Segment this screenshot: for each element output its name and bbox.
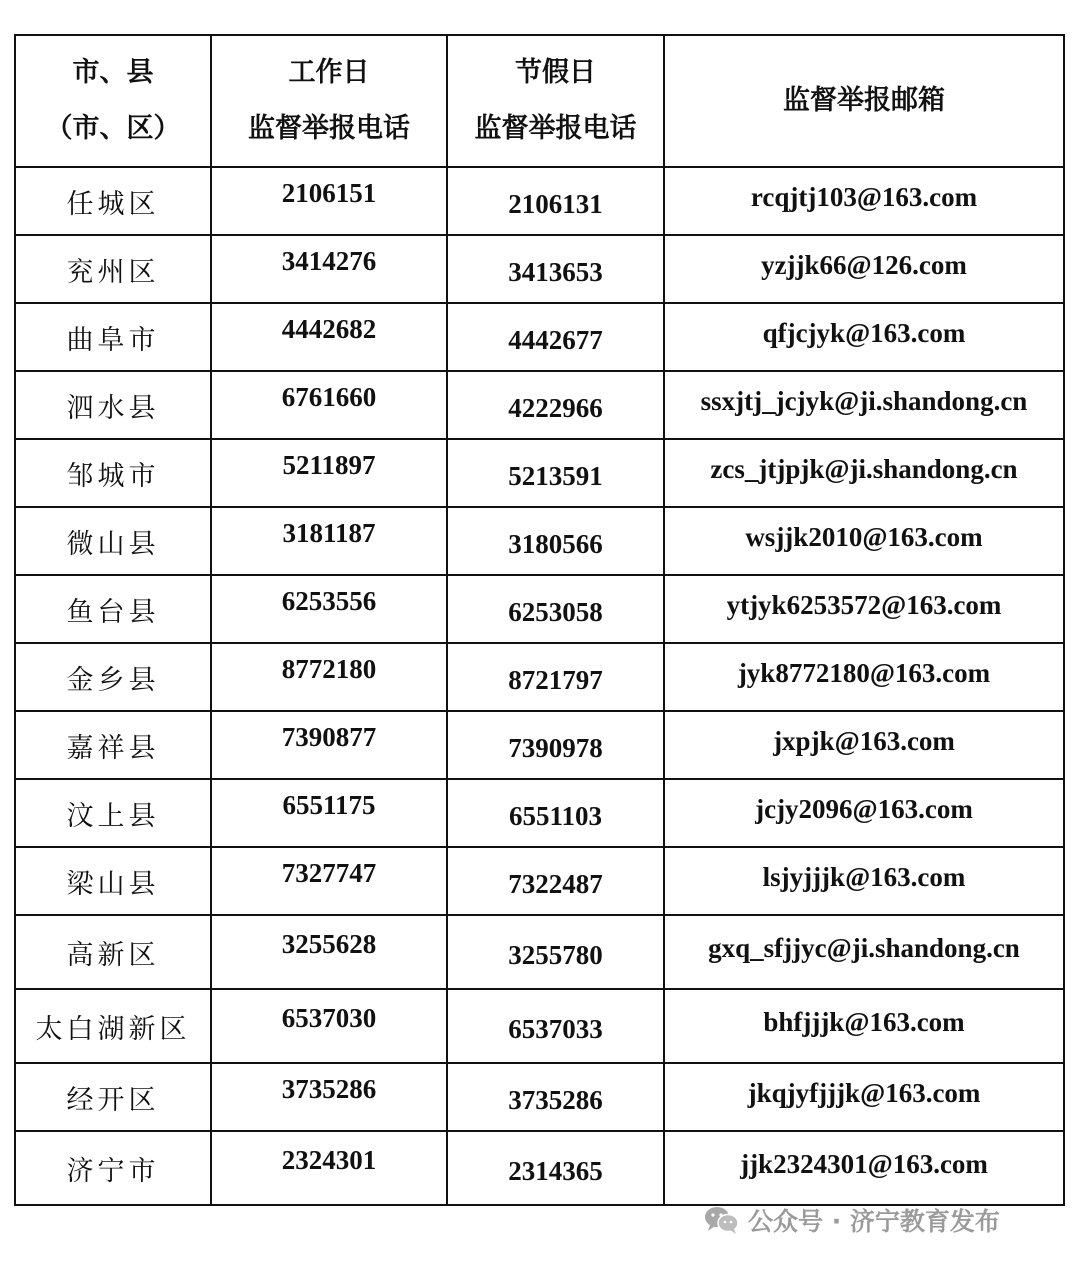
workday-phone: 3181187 [282,517,376,548]
holiday-phone: 7390978 [508,732,603,763]
workday-phone: 6537030 [281,1002,377,1033]
holiday-phone-cell [447,1131,664,1205]
email-address: ytjyk6253572@163.com [726,589,1002,620]
workday-phone: 5211897 [282,449,376,480]
district-cell: 太白湖新区 [15,989,211,1063]
workday-phone: 7390877 [281,721,377,752]
workday-phone-cell [211,915,447,989]
district-cell: 济宁市 [15,1131,211,1205]
table-row [15,989,1064,1063]
workday-phone-cell [211,507,447,575]
email-address: jyk8772180@163.com [737,657,991,688]
email-cell [664,303,1064,371]
table-row [15,779,1064,847]
holiday-phone-cell [447,507,664,575]
table-row [15,575,1064,643]
district-cell: 邹城市 [15,439,211,507]
holiday-phone: 2314365 [508,1155,603,1186]
email-cell [664,847,1064,915]
header-district-line-2: （市、区） [45,113,181,144]
holiday-phone: 5213591 [508,460,603,491]
holiday-phone: 6253058 [508,596,603,627]
workday-phone: 6253556 [281,585,377,616]
email-cell [664,1063,1064,1131]
workday-phone-cell [211,643,447,711]
holiday-phone-cell [447,439,664,507]
district-cell: 汶上县 [15,779,211,847]
district-cell: 经开区 [15,1063,211,1131]
table-row [15,847,1064,915]
district-cell: 梁山县 [15,847,211,915]
header-holiday-line-1: 节假日 [515,57,596,88]
table-header-row [15,35,1064,167]
supervision-contact-table [14,34,1065,1206]
email-cell [664,915,1064,989]
wechat-account-watermark [704,1200,1000,1240]
district-cell: 曲阜市 [15,303,211,371]
email-address: jcjy2096@163.com [755,793,973,824]
email-address: lsjyjjjk@163.com [762,861,966,892]
holiday-phone-cell [447,371,664,439]
header-district [15,35,211,167]
holiday-phone-cell [447,1063,664,1131]
table-row [15,915,1064,989]
holiday-phone-cell [447,303,664,371]
email-cell [664,575,1064,643]
table-row [15,235,1064,303]
table-row [15,439,1064,507]
email-address: qfjcjyk@163.com [762,317,966,348]
header-email [664,35,1064,167]
workday-phone-cell [211,303,447,371]
email-cell [664,235,1064,303]
holiday-phone-cell [447,575,664,643]
email-cell [664,507,1064,575]
workday-phone-cell [211,1131,447,1205]
email-cell [664,167,1064,235]
district-cell: 鱼台县 [15,575,211,643]
holiday-phone: 7322487 [508,868,603,899]
holiday-phone-cell [447,643,664,711]
header-workday-phone [211,35,447,167]
email-address: wsjjk2010@163.com [745,521,983,552]
workday-phone-cell [211,1063,447,1131]
holiday-phone-cell [447,915,664,989]
email-address: bhfjjjk@163.com [763,1006,965,1037]
holiday-phone-cell [447,235,664,303]
table-row [15,507,1064,575]
email-cell [664,371,1064,439]
email-cell [664,711,1064,779]
header-email-label: 监督举报邮箱 [783,85,945,116]
email-address: jjk2324301@163.com [740,1148,988,1179]
table-row [15,303,1064,371]
table-row [15,1131,1064,1205]
watermark-text: 公众号 · 济宁教育发布 [748,1207,1000,1236]
workday-phone: 6551175 [282,789,376,820]
workday-phone: 8772180 [281,653,377,684]
table-row [15,1063,1064,1131]
workday-phone-cell [211,779,447,847]
email-cell [664,1131,1064,1205]
workday-phone-cell [211,847,447,915]
workday-phone-cell [211,371,447,439]
header-workday-line-2: 监督举报电话 [248,113,410,144]
wechat-icon [704,1205,740,1235]
workday-phone: 2324301 [281,1144,377,1175]
table-row [15,371,1064,439]
header-holiday-line-2: 监督举报电话 [474,113,637,144]
district-cell: 金乡县 [15,643,211,711]
workday-phone: 2106151 [281,177,377,208]
table-row [15,167,1064,235]
district-cell: 微山县 [15,507,211,575]
email-address: jkqjyfjjjk@163.com [747,1077,981,1108]
holiday-phone-cell [447,847,664,915]
email-address: yzjjk66@126.com [761,249,967,280]
district-cell: 泗水县 [15,371,211,439]
table-body [15,167,1064,1205]
holiday-phone: 3735286 [508,1084,603,1115]
workday-phone-cell [211,711,447,779]
workday-phone-cell [211,439,447,507]
holiday-phone: 3413653 [508,256,603,287]
table-row [15,643,1064,711]
workday-phone-cell [211,235,447,303]
district-cell: 兖州区 [15,235,211,303]
district-cell: 高新区 [15,915,211,989]
email-address: jxpjk@163.com [773,725,955,756]
holiday-phone: 2106131 [508,188,603,219]
workday-phone: 7327747 [281,857,377,888]
email-address: gxq_sfjjyc@ji.shandong.cn [708,932,1020,963]
email-address: ssxjtj_jcjyk@ji.shandong.cn [700,385,1028,416]
email-cell [664,439,1064,507]
holiday-phone-cell [447,779,664,847]
holiday-phone: 3180566 [508,528,603,559]
workday-phone: 6761660 [281,381,377,412]
workday-phone-cell [211,167,447,235]
holiday-phone: 4222966 [508,392,603,423]
district-cell: 嘉祥县 [15,711,211,779]
email-cell [664,643,1064,711]
workday-phone: 3255628 [281,928,377,959]
workday-phone-cell [211,989,447,1063]
email-address: rcqjtj103@163.com [750,181,978,212]
email-address: zcs_jtjpjk@ji.shandong.cn [710,453,1018,484]
header-district-line-1: 市、县 [72,57,154,88]
holiday-phone-cell [447,989,664,1063]
workday-phone: 4442682 [281,313,377,344]
holiday-phone: 8721797 [508,664,603,695]
holiday-phone: 4442677 [508,324,603,355]
workday-phone-cell [211,575,447,643]
header-holiday-phone [447,35,664,167]
email-cell [664,989,1064,1063]
holiday-phone-cell [447,711,664,779]
holiday-phone-cell [447,167,664,235]
workday-phone: 3735286 [281,1073,377,1104]
holiday-phone: 6551103 [508,800,602,831]
district-cell: 任城区 [15,167,211,235]
header-workday-line-1: 工作日 [288,57,370,88]
holiday-phone: 3255780 [508,939,603,970]
table-row [15,711,1064,779]
email-cell [664,779,1064,847]
holiday-phone: 6537033 [508,1013,603,1044]
workday-phone: 3414276 [281,245,377,276]
